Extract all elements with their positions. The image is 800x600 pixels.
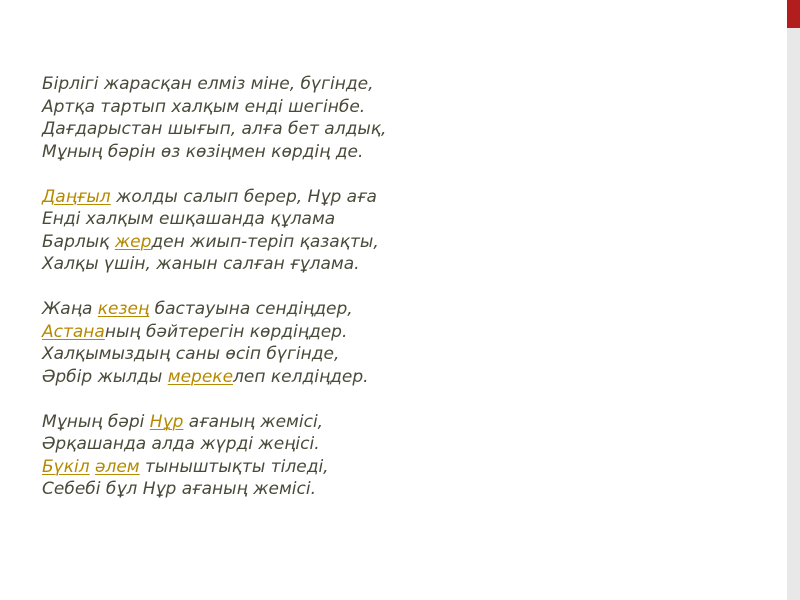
red-accent-block	[787, 0, 800, 28]
poem-line	[42, 456, 742, 479]
poem-line	[42, 433, 742, 456]
poem-text-segment: Бірлігі жарасқан елміз міне, бүгінде,	[42, 74, 374, 94]
poem-text-segment: Себебі бұл Нұр ағаның жемісі.	[42, 479, 316, 499]
poem-line	[42, 73, 742, 96]
poem-text-segment: Мұның бәрі	[42, 411, 150, 432]
poem-text-segment: Халқы үшін, жанын салған ғұлама.	[42, 254, 360, 274]
poem-text-segment: Әрбір жылды	[42, 366, 168, 387]
poem-line	[42, 411, 742, 434]
poem-line	[42, 141, 742, 164]
poem-text	[42, 73, 742, 523]
poem-line	[42, 208, 742, 231]
poem-line	[42, 343, 742, 366]
right-side-bar	[787, 0, 800, 600]
poem-text-segment: Дағдарыстан шығып, алға бет алдық,	[42, 119, 387, 139]
poem-line	[42, 186, 742, 209]
poem-line	[42, 298, 742, 321]
poem-stanza	[42, 298, 742, 388]
poem-text-segment: бастауына сендіңдер,	[149, 299, 353, 319]
poem-line	[42, 321, 742, 344]
poem-text-segment: леп келдіңдер.	[233, 366, 369, 387]
poem-stanza	[42, 411, 742, 501]
hyperlink-word[interactable]: мереке	[167, 366, 234, 387]
poem-text-segment: ның бәйтерегін көрдіңдер.	[104, 321, 348, 342]
poem-stanza	[42, 186, 742, 276]
poem-text-segment: Әрқашанда алда жүрді жеңісі.	[42, 434, 320, 454]
poem-line	[42, 118, 742, 141]
poem-text-segment: жолды салып берер, Нұр аға	[110, 186, 377, 207]
poem-text-segment: Халқымыздың саны өсіп бүгінде,	[42, 344, 340, 364]
poem-line	[42, 96, 742, 119]
poem-stanza	[42, 73, 742, 163]
poem-text-segment: Жаңа	[42, 299, 98, 319]
poem-text-segment: Мұның бәрін өз көзіңмен көрдің де.	[42, 141, 364, 162]
poem-line	[42, 366, 742, 389]
poem-text-segment: ағаның жемісі,	[183, 411, 324, 432]
hyperlink-word[interactable]: жер	[114, 231, 152, 252]
poem-line	[42, 478, 742, 501]
poem-line	[42, 231, 742, 254]
hyperlink-word[interactable]: Даңғыл	[42, 186, 111, 207]
hyperlink-word[interactable]: Астана	[42, 321, 105, 342]
poem-text-segment: Енді халқым ешқашанда құлама	[42, 209, 336, 229]
hyperlink-word[interactable]: әлем	[95, 456, 140, 477]
hyperlink-word[interactable]: Нұр	[149, 411, 184, 432]
poem-text-segment: ден жиып-теріп қазақты,	[151, 231, 379, 252]
poem-text-segment: тыныштықты тіледі,	[139, 456, 329, 477]
hyperlink-word[interactable]: Бүкіл	[42, 456, 90, 477]
hyperlink-word[interactable]: кезең	[97, 299, 150, 319]
poem-text-segment: Артқа тартып халқым енді шегінбе.	[42, 96, 366, 117]
poem-line	[42, 253, 742, 276]
poem-text-segment: Барлық	[42, 231, 115, 252]
